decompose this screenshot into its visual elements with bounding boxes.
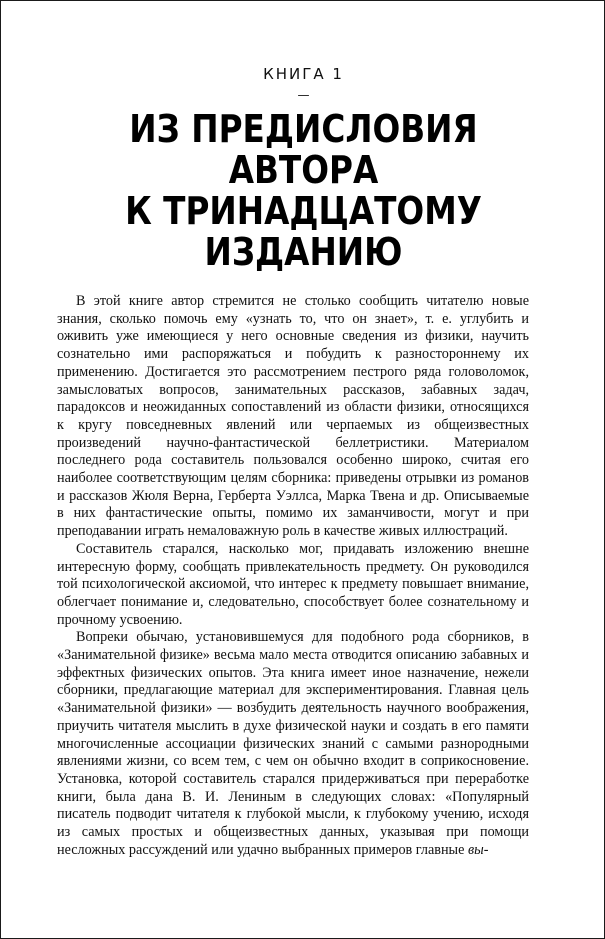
paragraph-text: Вопреки обычаю, установившемуся для подобного рода сборников, в «Занимательной физике» весьма мало места отводится описанию забавных и эффектных физических опытов. Эта книга имеет иное назначение, нежели сборники, предлагающие материал для экспериментирования. Главная цель «Занимательной физики» — возбудить деятельность научного воображения, приучить читателя мыслить в духе физической науки и создать в его памяти многочисленные ассоциации физических знаний с самыми разнородными явлениями жизни, со всем тем, с чем он обычно входит в соприкосновение. Установка, которой составитель старался придерживаться при переработке книги, была дана В. И. Лениным в следующих словах: «Популярный писатель подводит читателя к глубокой мысли, к глубокому учению, исходя из самых простых и общеизвестных данных, указывая при помощи несложных рассуждений или удачно выбранных примеров главные xyxy=(57,629,529,858)
chapter-title-line: ИЗ ПРЕДИСЛОВИЯ xyxy=(129,107,478,151)
chapter-title-line: АВТОРА xyxy=(228,148,379,192)
paragraph xyxy=(57,629,529,859)
paragraph: В этой книге автор стремится не столько сообщить читателю новые знания, сколько помочь ему «узнать то, что он знает», т. е. углубить и оживить уже имеющиеся у него основные сведения из физики, научить сознательно ими распоряжаться и побудить к разностороннему их применению. Достигается это рассмотрением пестрого ряда головоломок, замысловатых вопросов, занимательных рассказов, забавных задач, парадоксов и неожиданных сопоставлений из области физики, относящихся к кругу повседневных явлений или черпаемых из общеизвестных произведений научно-фантастической беллетристики. Материалом последнего рода составитель пользовался особенно широко, считая его наиболее соответствующим целям сборника: приведены отрывки из романов и рассказов Жюля Верна, Герберта Уэллса, Марка Твена и др. Описываемые в них фантастические опыты, помимо их заманчивости, могут и при преподавании играть немаловажную роль в качестве живых иллюстраций. xyxy=(57,293,529,540)
paragraph: Составитель старался, насколько мог, придавать изложению внешне интересную форму, сообщать привлекательность предмету. Он руководился той психологической аксиомой, что интерес к предмету повышает внимание, облегчает понимание и, следовательно, способствует более сознательному и прочному усвоению. xyxy=(57,540,529,628)
book-number-label: КНИГА 1 xyxy=(263,65,344,83)
body-text xyxy=(57,293,529,860)
italic-word-fragment: вы- xyxy=(467,841,489,858)
chapter-title-line: ИЗДАНИЮ xyxy=(204,230,403,274)
chapter-title-line: К ТРИНАДЦАТОМУ xyxy=(125,189,482,233)
chapter-title xyxy=(43,109,563,273)
book-label-dash: — xyxy=(297,88,310,102)
